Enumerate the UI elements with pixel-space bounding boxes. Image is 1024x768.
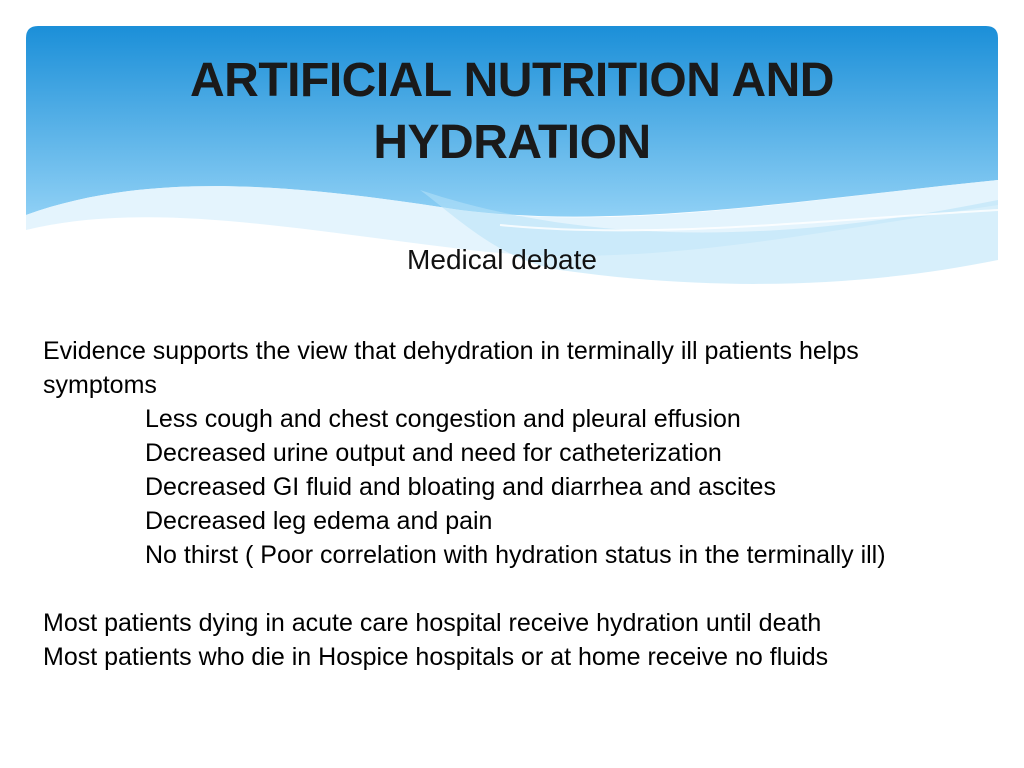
closing-line-1: Most patients dying in acute care hospital receive hydration until death <box>43 609 822 637</box>
slide-title <box>0 50 1024 174</box>
slide-body <box>43 334 1003 674</box>
benefit-item: Decreased GI fluid and bloating and diarrhea and ascites <box>145 473 776 501</box>
benefit-item: Decreased urine output and need for catheterization <box>145 439 722 467</box>
benefit-item: No thirst ( Poor correlation with hydration status in the terminally ill) <box>145 541 886 569</box>
benefit-item: Decreased leg edema and pain <box>145 507 493 535</box>
intro-line-1: Evidence supports the view that dehydration in terminally ill patients helps <box>43 337 859 365</box>
benefit-item: Less cough and chest congestion and pleural effusion <box>145 405 741 433</box>
slide-subtitle: Medical debate <box>407 244 597 275</box>
intro-line-2: symptoms <box>43 371 157 399</box>
spacer <box>43 572 1003 606</box>
closing-line-2: Most patients who die in Hospice hospitals or at home receive no fluids <box>43 643 829 671</box>
title-line-1: ARTIFICIAL NUTRITION AND <box>190 54 834 107</box>
title-line-2: HYDRATION <box>373 116 651 169</box>
